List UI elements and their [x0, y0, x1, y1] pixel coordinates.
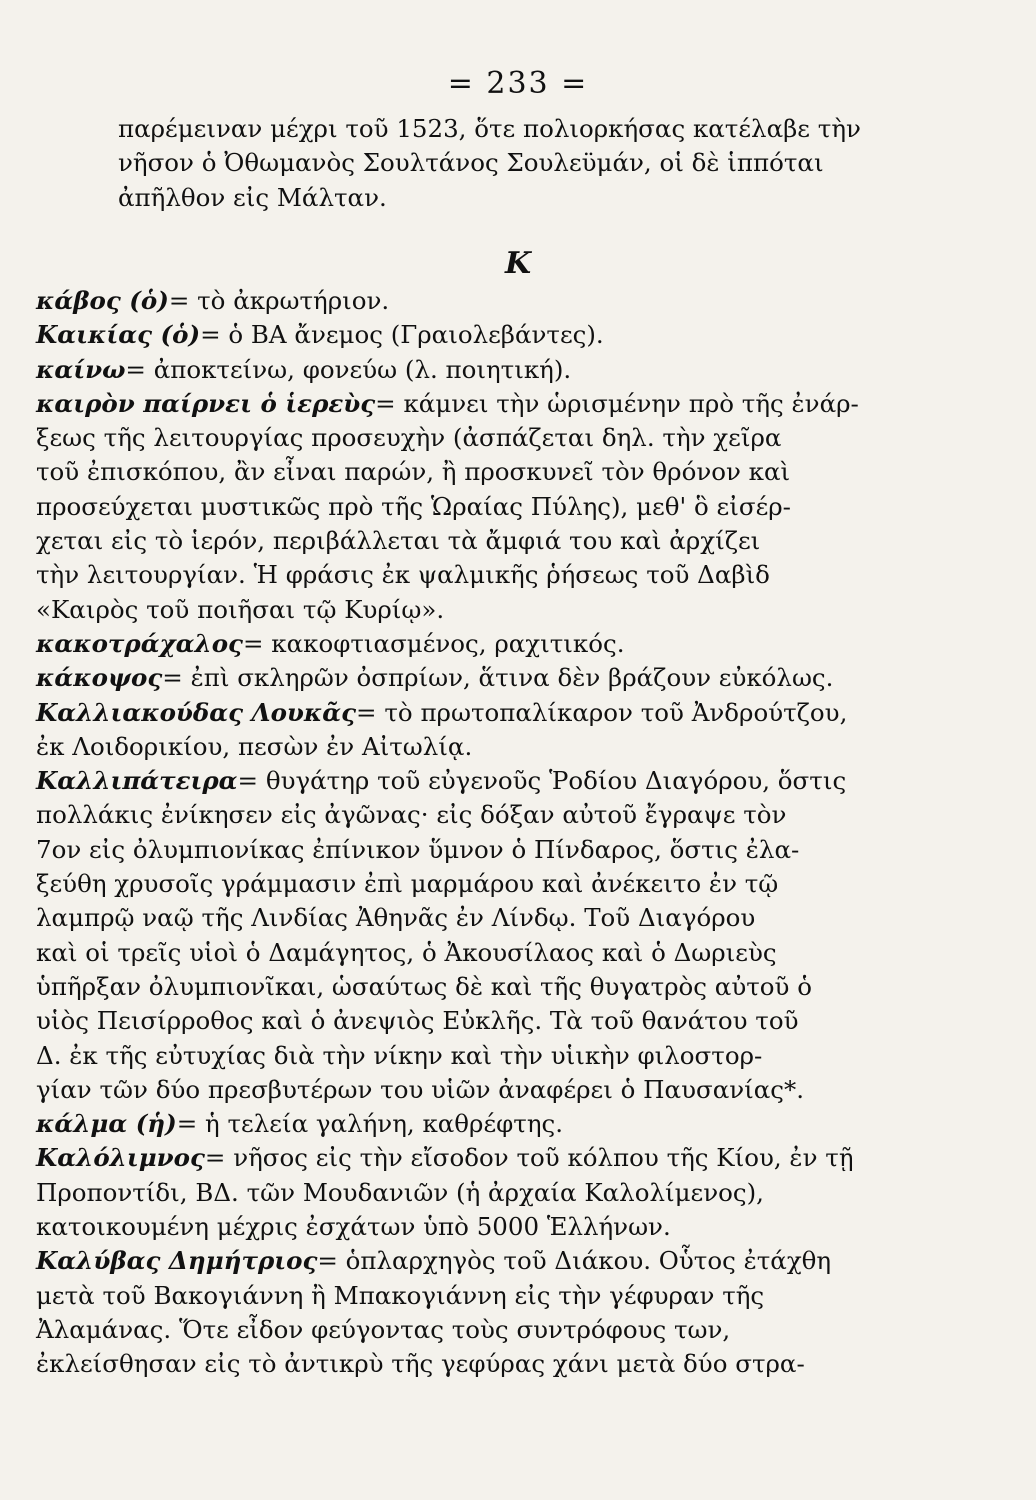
entry-definition-line: = κάμνει τὴν ὡρισμένην πρὸ τῆς ἐνάρ-: [375, 388, 859, 418]
entry-definition-line: χεται εἰς τὸ ἱερόν, περιβάλλεται τὰ ἄμφιά του καὶ ἀρχίζει: [36, 526, 761, 556]
entry-term: καιρὸν παίρνει ὁ ἱερεὺς: [36, 388, 376, 418]
glossary-entry: [36, 1244, 926, 1381]
entry-definition-line: = θυγάτηρ τοῦ εὐγενοῦς Ῥοδίου Διαγόρου, ὅστις: [237, 766, 847, 796]
glossary-entry: [36, 1141, 926, 1244]
entry-definition-line: τοῦ ἐπισκόπου, ἂν εἶναι παρών, ἢ προσκυνεῖ τὸν θρόνον καὶ: [36, 457, 791, 487]
entry-definition-line: = ἡ τελεία γαλήνη, καθρέφτης.: [176, 1109, 564, 1139]
intro-paragraph: [118, 112, 936, 215]
entry-definition-line: κατοικουμένη μέχρις ἐσχάτων ὑπὸ 5000 Ἑλλήνων.: [36, 1212, 671, 1242]
entry-definition-line: = ὁ ΒΑ ἄνεμος (Γραιολεβάντες).: [200, 320, 604, 350]
glossary-entry: [36, 353, 926, 387]
glossary-entries: [36, 284, 926, 1382]
intro-line: παρέμειναν μέχρι τοῦ 1523, ὅτε πολιορκήσας κατέλαβε τὴν: [118, 114, 861, 143]
entry-definition-line: = κακοφτιασμένος, ραχιτικός.: [242, 628, 625, 658]
entry-definition-line: γίαν τῶν δύο πρεσβυτέρων του υἱῶν ἀναφέρει ὁ Παυσανίας*.: [36, 1074, 805, 1104]
glossary-entry: [36, 387, 926, 627]
entry-term: Καικίας (ὁ): [36, 320, 201, 350]
entry-definition-line: Προποντίδι, ΒΔ. τῶν Μουδανιῶν (ἡ ἀρχαία Καλολίμενος),: [36, 1177, 764, 1207]
intro-line: νῆσον ὁ Ὀθωμανὸς Σουλτάνος Σουλεϋμάν, οἱ δὲ ἱππόται: [118, 148, 824, 178]
entry-definition-line: πολλάκις ἐνίκησεν εἰς ἀγῶνας· εἰς δόξαν αὐτοῦ ἔγραψε τὸν: [36, 800, 787, 830]
entry-term: κακοτράχαλος: [36, 628, 243, 658]
entry-definition-line: Δ. ἐκ τῆς εὐτυχίας διὰ τὴν νίκην καὶ τὴν υἱικὴν φιλοστορ-: [36, 1040, 763, 1070]
glossary-entry: [36, 764, 926, 1107]
entry-definition-line: = τὸ ἀκρωτήριον.: [168, 286, 390, 315]
glossary-entry: [36, 318, 926, 352]
entry-definition-line: μετὰ τοῦ Βακογιάννη ἢ Μπακογιάννη εἰς τὴν γέφυραν τῆς: [36, 1280, 765, 1310]
glossary-entry: [36, 1107, 926, 1141]
entry-term: κάκοψος: [36, 663, 163, 693]
entry-definition-line: ξεως τῆς λειτουργίας προσευχὴν (ἀσπάζεται δηλ. τὴν χεῖρα: [36, 423, 782, 453]
entry-term: καίνω: [36, 354, 126, 384]
glossary-entry: [36, 661, 926, 695]
entry-term: Καλύβας Δημήτριος: [36, 1246, 318, 1276]
entry-term: Καλόλιμνος: [36, 1143, 205, 1173]
entry-term: Καλλιπάτειρα: [36, 766, 238, 796]
entry-definition-line: 7ον εἰς ὀλυμπιονίκας ἐπίνικον ὕμνον ὁ Πίνδαρος, ὅστις ἐλα-: [36, 834, 800, 864]
entry-definition-line: «Καιρὸς τοῦ ποιῆσαι τῷ Κυρίῳ».: [36, 594, 445, 624]
entry-definition-line: ξεύθη χρυσοῖς γράμμασιν ἐπὶ μαρμάρου καὶ ἀνέκειτο ἐν τῷ: [36, 869, 779, 899]
glossary-entry: [36, 627, 926, 661]
page-number: = 233 =: [447, 66, 589, 101]
entry-definition-line: προσεύχεται μυστικῶς πρὸ τῆς Ὡραίας Πύλης), μεθ' ὃ εἰσέρ-: [36, 491, 791, 521]
entry-term: κάλμα (ἡ): [36, 1109, 177, 1139]
entry-definition-line: = ἀποκτείνω, φονεύω (λ. ποιητική).: [125, 354, 572, 384]
entry-definition-line: λαμπρῷ ναῷ τῆς Λινδίας Ἀθηνᾶς ἐν Λίνδῳ. Τοῦ Διαγόρου: [36, 903, 756, 933]
entry-term: κάβος (ὁ): [36, 286, 169, 315]
entry-definition-line: τὴν λειτουργίαν. Ἡ φράσις ἐκ ψαλμικῆς ῥήσεως τοῦ Δαβὶδ: [36, 560, 770, 590]
entry-definition-line: = τὸ πρωτοπαλίκαρον τοῦ Ἀνδρούτζου,: [356, 697, 848, 727]
entry-definition-line: = νῆσος εἰς τὴν εἴσοδον τοῦ κόλπου τῆς Κίου, ἐν τῇ: [204, 1143, 854, 1173]
glossary-entry: [36, 696, 926, 765]
entry-definition-line: ἐκλείσθησαν εἰς τὸ ἀντικρὺ τῆς γεφύρας χάνι μετὰ δύο στρα-: [36, 1349, 805, 1379]
entry-definition-line: καὶ οἱ τρεῖς υἱοὶ ὁ Δαμάγητος, ὁ Ἀκουσίλαος καὶ ὁ Δωριεὺς: [36, 937, 777, 967]
entry-term: Καλλιακούδας Λουκᾶς: [36, 697, 357, 727]
entry-definition-line: = ἐπὶ σκληρῶν ὀσπρίων, ἅτινα δὲν βράζουν εὐκόλως.: [162, 663, 834, 693]
entry-definition-line: Ἀλαμάνας. Ὅτε εἶδον φεύγοντας τοὺς συντρόφους των,: [36, 1314, 731, 1344]
entry-definition-line: ἐκ Λοιδορικίου, πεσὼν ἐν Αἰτωλίᾳ.: [36, 731, 473, 761]
entry-definition-line: υἱὸς Πεισίρροθος καὶ ὁ ἀνεψιὸς Εὐκλῆς. Τὰ τοῦ θανάτου τοῦ: [36, 1006, 799, 1036]
entry-definition-line: = ὁπλαρχηγὸς τοῦ Διάκου. Οὗτος ἐτάχθη: [317, 1246, 832, 1276]
glossary-entry: [36, 284, 926, 318]
section-heading: Κ: [504, 246, 532, 281]
intro-line: ἀπῆλθον εἰς Μάλταν.: [118, 182, 387, 212]
entry-definition-line: ὑπῆρξαν ὀλυμπιονῖκαι, ὡσαύτως δὲ καὶ τῆς θυγατρὸς αὐτοῦ ὁ: [36, 971, 812, 1001]
